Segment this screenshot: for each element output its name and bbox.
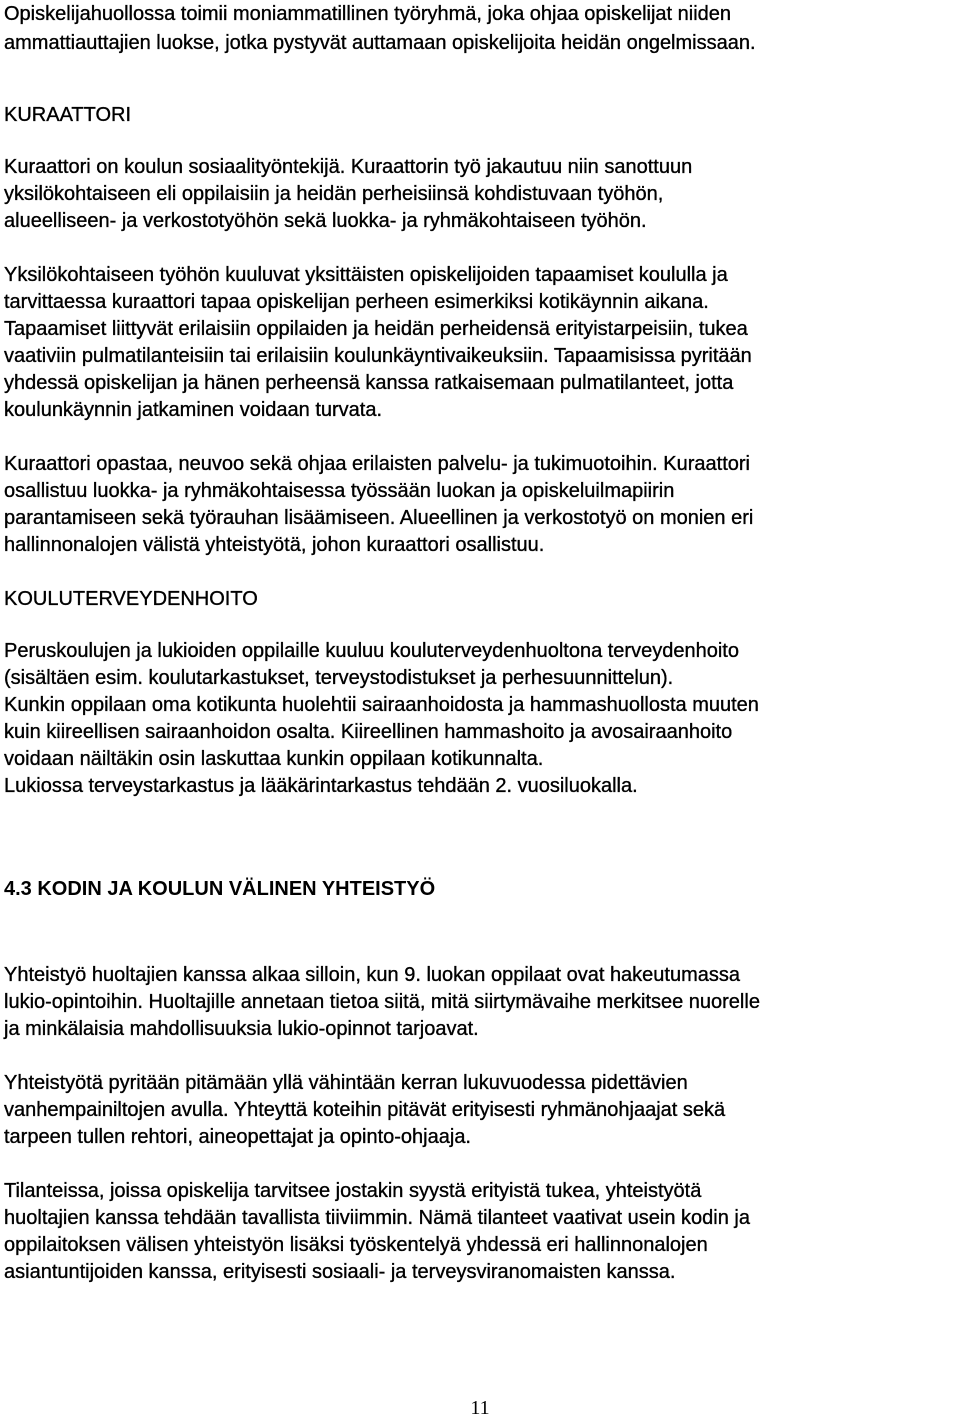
text-line: hallinnonalojen välistä yhteistyötä, johon kuraattori osallistuu. [4,534,545,556]
text-line: parantamiseen sekä työrauhan lisäämiseen. Alueellinen ja verkostotyö on monien eri [4,507,754,529]
text-line: Tilanteissa, joissa opiskelija tarvitsee jostakin syystä erityistä tukea, yhteistyötä [4,1180,702,1202]
text-line: lukio-opintoihin. Huoltajille annetaan tietoa siitä, mitä siirtymävaihe merkitsee nuorelle [4,991,760,1013]
text-line: asiantuntijoiden kanssa, erityisesti sosiaali- ja terveysviranomaisten kanssa. [4,1261,676,1283]
text-line: Kuraattori opastaa, neuvoo sekä ohjaa erilaisten palvelu- ja tukimuotoihin. Kuraattori [4,453,750,475]
page-number: 11 [470,1397,490,1419]
heading-kuraattori: KURAATTORI [4,104,132,126]
text-line: vanhempainiltojen avulla. Yhteyttä koteihin pitävät erityisesti ryhmänohjaajat sekä [4,1099,726,1121]
text-line: Tapaamiset liittyvät erilaisiin oppilaiden ja heidän perheidensä erityistarpeisiin, tukea [4,318,748,340]
text-line: (sisältäen esim. koulutarkastukset, terveystodistukset ja perhesuunnittelun). [4,667,674,689]
text-line: osallistuu luokka- ja ryhmäkohtaisessa työssään luokan ja opiskeluilmapiirin [4,480,675,502]
text-line: tarpeen tullen rehtori, aineopettajat ja opinto-ohjaaja. [4,1126,471,1148]
text-line: Kuraattori on koulun sosiaalityöntekijä. Kuraattorin työ jakautuu niin sanottuun [4,156,693,178]
text-line: yksilökohtaiseen eli oppilaisiin ja heidän perheisiinsä kohdistuvaan työhön, [4,183,664,205]
text-line: Yhteistyö huoltajien kanssa alkaa silloin, kun 9. luokan oppilaat ovat hakeutumassa [4,964,741,986]
text-line: tarvittaessa kuraattori tapaa opiskelijan perheen esimerkiksi kotikäynnin aikana. [4,291,709,313]
text-line: Yhteistyötä pyritään pitämään yllä vähintään kerran lukuvuodessa pidettävien [4,1072,688,1094]
text-line: Kunkin oppilaan oma kotikunta huolehtii sairaanhoidosta ja hammashuollosta muuten [4,694,759,716]
heading-kouluterveydenhoito: KOULUTERVEYDENHOITO [4,588,258,610]
text-line: voidaan näiltäkin osin laskuttaa kunkin oppilaan kotikunnalta. [4,748,544,770]
text-line: vaativiin pulmatilanteisiin tai erilaisiin koulunkäyntivaikeuksiin. Tapaamisissa pyritään [4,345,752,367]
text-line: alueelliseen- ja verkostotyöhön sekä luokka- ja ryhmäkohtaiseen työhön. [4,210,647,232]
text-line: Yksilökohtaiseen työhön kuuluvat yksittäisten opiskelijoiden tapaamiset koululla ja [4,264,728,286]
text-line: oppilaitoksen välisen yhteistyön lisäksi työskentelyä yhdessä eri hallinnonalojen [4,1234,708,1256]
text-line: yhdessä opiskelijan ja hänen perheensä kanssa ratkaisemaan pulmatilanteet, jotta [4,372,734,394]
heading-section-4-3: 4.3 KODIN JA KOULUN VÄLINEN YHTEISTYÖ [4,878,436,900]
text-line: kuin kiireellisen sairaanhoidon osalta. Kiireellinen hammashoito ja avosairaanhoito [4,721,733,743]
text-line: ammattiauttajien luokse, jotka pystyvät auttamaan opiskelijoita heidän ongelmissaan. [4,32,756,54]
text-line: Peruskoulujen ja lukioiden oppilaille kuuluu kouluterveydenhuoltona terveydenhoito [4,640,739,662]
text-line: Opiskelijahuollossa toimii moniammatillinen työryhmä, joka ohjaa opiskelijat niiden [4,3,732,25]
text-line: huoltajien kanssa tehdään tavallista tiiviimmin. Nämä tilanteet vaativat usein kodin ja [4,1207,750,1229]
text-line: Lukiossa terveystarkastus ja lääkärintarkastus tehdään 2. vuosiluokalla. [4,775,638,797]
text-line: ja minkälaisia mahdollisuuksia lukio-opinnot tarjoavat. [4,1018,479,1040]
text-line: koulunkäynnin jatkaminen voidaan turvata. [4,399,383,421]
